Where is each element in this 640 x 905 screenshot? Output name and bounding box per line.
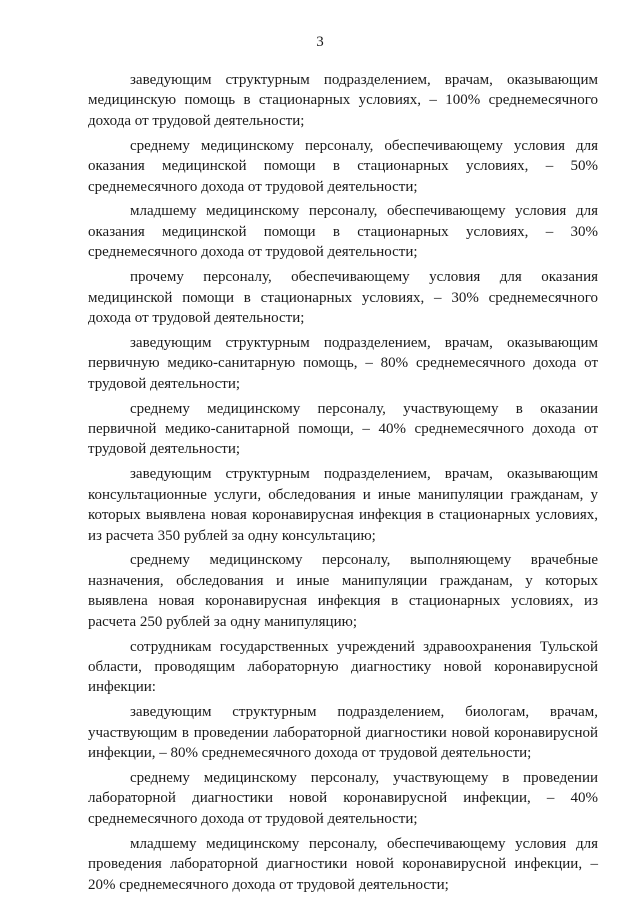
paragraph: заведующим структурным подразделением, врачам, оказывающим медицинскую помощь в стационарных условиях, – 100% среднемесячного дохода от трудовой деятельности; — [88, 72, 598, 129]
document-body — [88, 70, 598, 899]
paragraph: младшему медицинскому персоналу, обеспечивающему условия для проведения лабораторной диагностики новой коронавирусной инфекции, – 20% среднемесячного дохода от трудовой деятельности; — [88, 835, 598, 893]
paragraph: среднему медицинскому персоналу, обеспечивающему условия для оказания медицинской помощи в стационарных условиях, – 50% среднемесячного дохода от трудовой деятельности; — [88, 137, 598, 195]
paragraph: заведующим структурным подразделением, врачам, оказывающим консультационные услуги, обследования и иные манипуляции гражданам, у которых выявлена новая коронавирусная инфекция в стационарных условиях, из расчета 350 рублей за одну консультацию; — [88, 466, 598, 544]
page-number: 3 — [316, 34, 324, 50]
paragraph: прочему персоналу, обеспечивающему условия для оказания медицинской помощи в стационарных условиях, – 30% среднемесячного дохода от трудовой деятельности; — [88, 269, 598, 326]
paragraph: среднему медицинскому персоналу, участвующему в проведении лабораторной диагностики новой коронавирусной инфекции, – 40% среднемесячного дохода от трудовой деятельности; — [88, 770, 598, 827]
paragraph: среднему медицинскому персоналу, выполняющему врачебные назначения, обследования и иные манипуляции гражданам, у которых выявлена новая коронавирусная инфекция в стационарных условиях, из расчета 250 рублей за одну манипуляцию; — [88, 552, 598, 630]
paragraph: среднему медицинскому персоналу, участвующему в оказании первичной медико-санитарной помощи, – 40% среднемесячного дохода от трудовой деятельности; — [88, 400, 598, 458]
paragraph: заведующим структурным подразделением, врачам, оказывающим первичную медико-санитарную помощь, – 80% среднемесячного дохода от трудовой деятельности; — [88, 334, 598, 392]
paragraph: сотрудникам государственных учреждений здравоохранения Тульской области, проводящим лабораторную диагностику новой коронавирусной инфекции: — [88, 638, 598, 696]
paragraph: младшему медицинскому персоналу, обеспечивающему условия для оказания медицинской помощи в стационарных условиях, – 30% среднемесячного дохода от трудовой деятельности; — [88, 203, 598, 261]
paragraph: заведующим структурным подразделением, биологам, врачам, участвующим в проведении лабораторной диагностики новой коронавирусной инфекции, – 80% среднемесячного дохода от трудовой деятельности; — [88, 704, 598, 762]
